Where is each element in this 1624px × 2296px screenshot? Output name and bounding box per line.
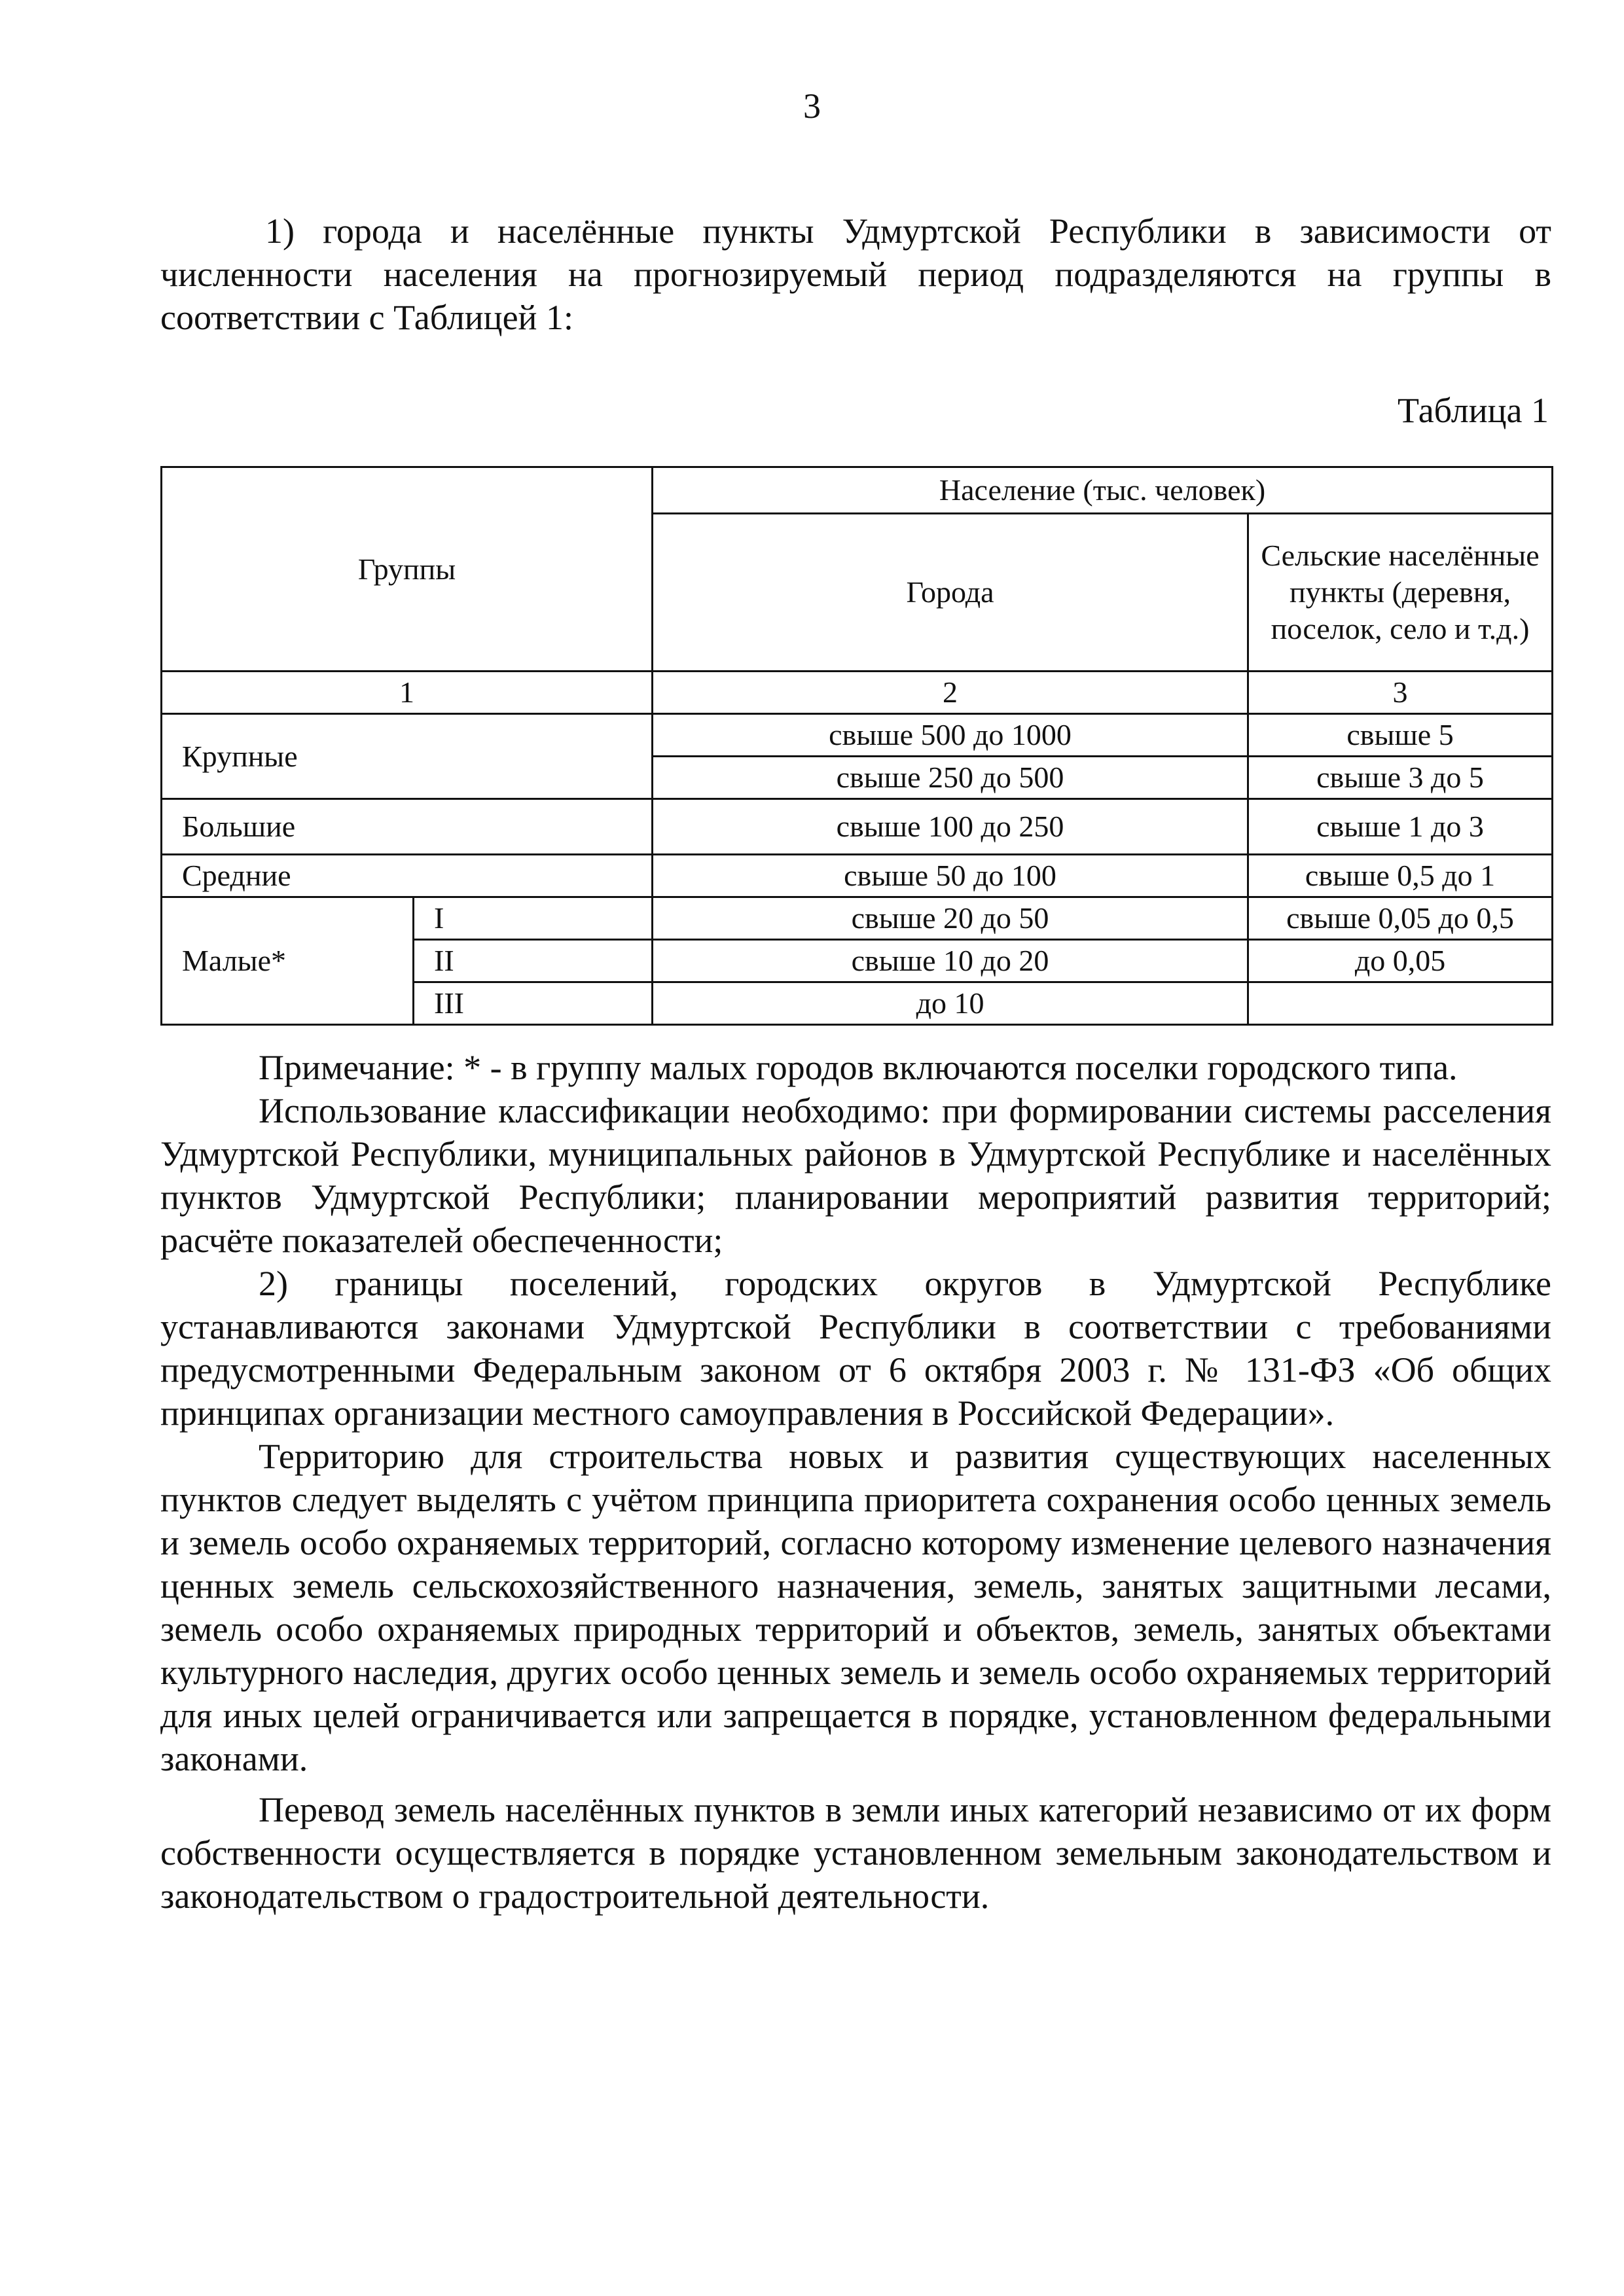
col-number: 3 bbox=[1248, 672, 1553, 714]
group-label: Средние bbox=[162, 855, 653, 897]
header-groups: Группы bbox=[162, 467, 653, 672]
cities-value: свыше 10 до 20 bbox=[653, 940, 1248, 982]
column-numbers-row bbox=[162, 672, 1553, 714]
table-note: Примечание: * - в группу малых городов включаются поселки городского типа. bbox=[259, 1048, 1458, 1087]
rural-value: свыше 0,5 до 1 bbox=[1248, 855, 1553, 897]
borders-paragraph: 2) границы поселений, городских округов в Удмуртской Республике устанавливаются законами Удмуртской Республики в соответствии с требованиями предусмотренными Федеральным законом от 6 октября 2003 г. № 131-ФЗ «Об общих принципах организации местного самоуправления в Российской Федерации». bbox=[160, 1264, 1551, 1433]
subgroup-number: II bbox=[414, 940, 653, 982]
table-row bbox=[162, 714, 1553, 757]
population-groups-table bbox=[160, 466, 1553, 1026]
header-cities: Города bbox=[653, 514, 1248, 672]
col-number: 2 bbox=[653, 672, 1248, 714]
page-number: 3 bbox=[803, 86, 821, 126]
group-label: Большие bbox=[162, 799, 653, 855]
table-row bbox=[162, 897, 1553, 940]
cities-value: до 10 bbox=[653, 982, 1248, 1025]
group-label: Крупные bbox=[162, 714, 653, 799]
cities-value: свыше 250 до 500 bbox=[653, 757, 1248, 799]
cities-value: свыше 500 до 1000 bbox=[653, 714, 1248, 757]
col-number: 1 bbox=[162, 672, 653, 714]
rural-value: свыше 0,05 до 0,5 bbox=[1248, 897, 1553, 940]
rural-value: свыше 5 bbox=[1248, 714, 1553, 757]
cities-value: свыше 20 до 50 bbox=[653, 897, 1248, 940]
table-header-row bbox=[162, 467, 1553, 514]
body-text bbox=[160, 1046, 1551, 1918]
cities-value: свыше 50 до 100 bbox=[653, 855, 1248, 897]
transfer-paragraph: Перевод земель населённых пунктов в земли иных категорий независимо от их форм собственности осуществляется в порядке установленном земельным законодательством и законодательством о градостроительной деятельности. bbox=[160, 1790, 1551, 1916]
classification-paragraph: Использование классификации необходимо: при формировании системы расселения Удмуртской Республики, муниципальных районов в Удмуртской Республике и населённых пунктов Удмуртской Республики; планировании мероприятий развития территорий; расчёте показателей обеспеченности; bbox=[160, 1091, 1551, 1260]
rural-value: свыше 1 до 3 bbox=[1248, 799, 1553, 855]
territory-paragraph: Территорию для строительства новых и развития существующих населенных пунктов следует выделять с учётом принципа приоритета сохранения особо ценных земель и земель особо охраняемых территорий, согласно которому изменение целевого назначения ценных земель сельскохозяйственного назначения, земель, занятых защитными лесами, земель особо охраняемых природных территорий и объектов, земель, занятых объектами культурного наследия, других особо ценных земель и земель особо охраняемых территорий для иных целей ограничивается или запрещается в порядке, установленном федеральными законами. bbox=[160, 1437, 1551, 1778]
subgroup-number: III bbox=[414, 982, 653, 1025]
cities-value: свыше 100 до 250 bbox=[653, 799, 1248, 855]
rural-value: свыше 3 до 5 bbox=[1248, 757, 1553, 799]
rural-value bbox=[1248, 982, 1553, 1025]
intro-paragraph: 1) города и населённые пункты Удмуртской Республики в зависимости от численности населения на прогнозируемый период подразделяются на группы в соответствии с Таблицей 1: bbox=[160, 211, 1551, 337]
table-row bbox=[162, 855, 1553, 897]
group-label: Малые* bbox=[162, 897, 414, 1025]
table-caption: Таблица 1 bbox=[1398, 391, 1549, 430]
rural-value: до 0,05 bbox=[1248, 940, 1553, 982]
header-rural: Сельские населённые пункты (деревня, поселок, село и т.д.) bbox=[1248, 514, 1553, 672]
subgroup-number: I bbox=[414, 897, 653, 940]
header-population: Население (тыс. человек) bbox=[653, 467, 1553, 514]
table-row bbox=[162, 799, 1553, 855]
